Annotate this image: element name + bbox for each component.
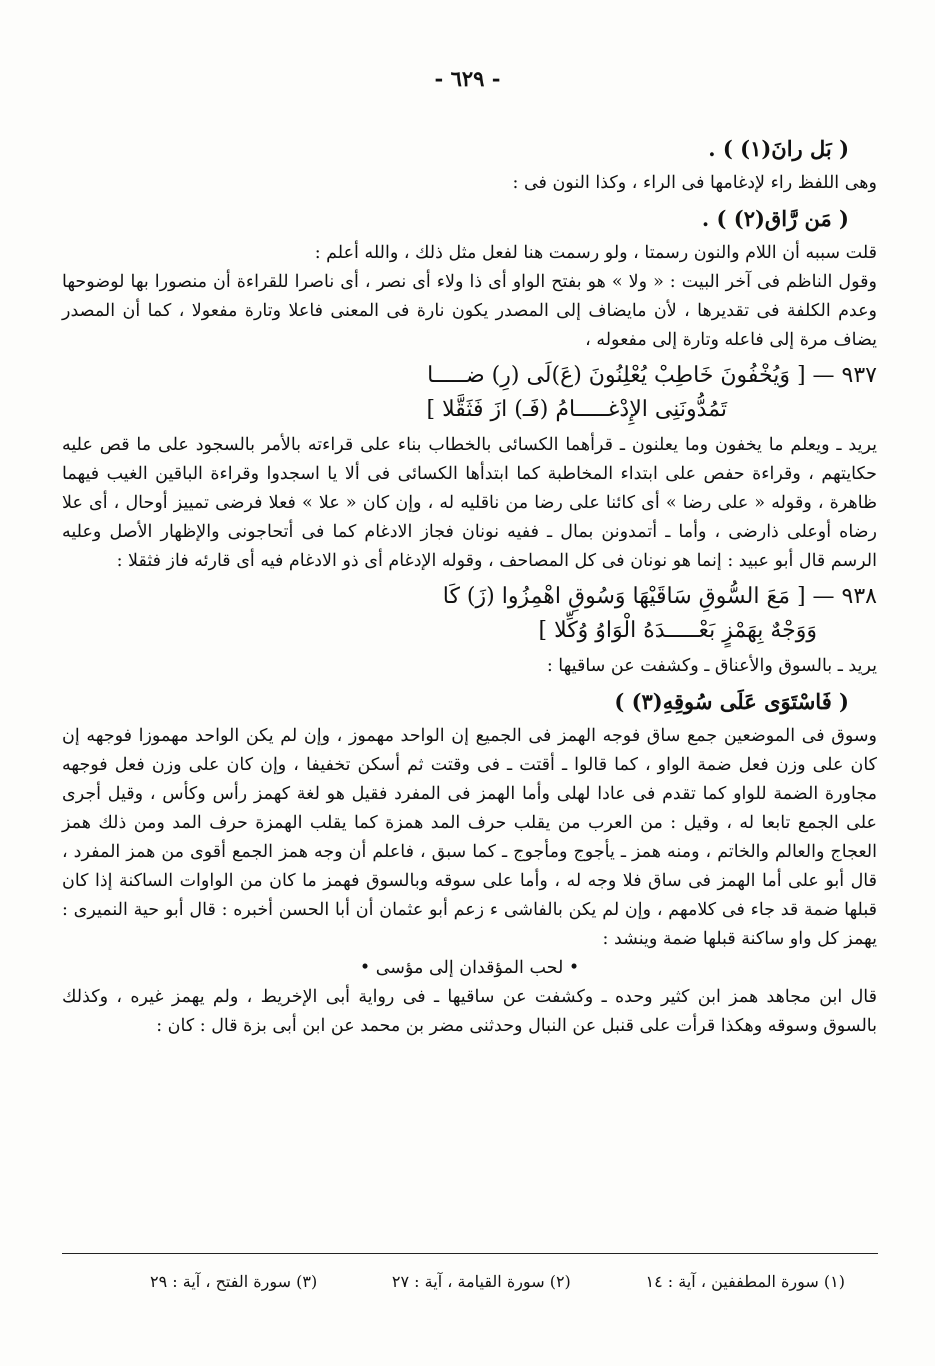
page-number: - ٦٢٩ - [434, 66, 501, 91]
quran-quote-2: ( مَن رَّاق(٢) ) . [701, 206, 849, 231]
paragraph-1: وهى اللفظ راء لإدغامها فى الراء ، وكذا النون فى : [512, 173, 877, 193]
quran-quote-3: ( فَاسْتَوَى عَلَى سُوقِهِ(٣) ) [614, 689, 849, 714]
verse-938-line-2: وَوَجْهٌ بِهَمْزٍ بَعْـــــدَهُ الْوَاوُ وُكِّلا ] [538, 618, 817, 643]
footnote-divider [62, 1253, 878, 1254]
footnotes [150, 1272, 845, 1291]
paragraph-4: يريد ـ ويعلم ما يخفون وما يعلنون ـ قرأهما الكسائى بالخطاب بناء على قراءته بالأمر بالسجود على ما قص عليه حكايتهم ، وقراءة حفص على ابتداء المخاطبة كما ابتدأها الكسائى فى ألا يا اسجدوا وقراءة الباقين الغيب فيهما ظاهرة ، وقوله « على رضا » أى كائنا على رضا من ناقليه له ، وإن كان « علا » فعلا فرضى تمييز أوحال ، أى علا رضاه أوعلى ذارضى ، وأما ـ أتمدونن بمال ـ ففيه نونان فجاز الادغام كما فى أتحاجونى والإظهار الأصل وعليه الرسم قال أبو عبيد : إنما هو نونان فى كل المصاحف ، وقوله الإدغام أى ذو الادغام فيه أى قارئه فاز فثقلا : [62, 435, 877, 571]
paragraph-2: قلت سببه أن اللام والنون رسمتا ، ولو رسمت هنا لفعل مثل ذلك ، والله أعلم : [314, 243, 877, 263]
footnote-1: (١) سورة المطففين ، آية : ١٤ [645, 1272, 845, 1291]
verse-938-line-1: ٩٣٨ — [ مَعَ السُّوقِ سَاقَيْهَا وَسُوقِ اهْمِزُوا (زَ) كَا [442, 584, 877, 609]
quran-quote-1: ( بَل رانَ(١) ) . [708, 136, 849, 161]
footnote-2: (٢) سورة القيامة ، آية : ٢٧ [391, 1272, 571, 1291]
paragraph-5: يريد ـ بالسوق والأعناق ـ وكشفت عن ساقيها : [546, 656, 877, 676]
verse-937-line-1: ٩٣٧ — [ وَيُخْفُونَ خَاطِبْ يُعْلِنُونَ (عَ)لَى (رِ) ضـــــا [427, 363, 877, 388]
poem-line: • لحب المؤقدان إلى مؤسى • [359, 958, 580, 978]
main-text [62, 128, 877, 1041]
footnote-3: (٣) سورة الفتح ، آية : ٢٩ [150, 1272, 318, 1291]
paragraph-3: وقول الناظم فى آخر البيت : « ولا » هو بفتح الواو أى ذا ولاء أى نصر ، أى ناصرا للقراءة أن منصورا بها لوضوحها وعدم الكلفة فى تقديرها ، لأن مايضاف إلى المصدر يكون نارة فى المعنى فاعلا وتارة مفعولا ، كما أن المصدر يضاف مرة إلى فاعله وتارة إلى مفعوله ، [62, 272, 877, 350]
verse-938 [62, 580, 877, 648]
paragraph-6: وسوق فى الموضعين جمع ساق فوجه الهمز فى الجميع إن الواحد مهموز ، وإن لم يكن الواحد مهموزا فوجهه إن كان على وزن فعل ضمة الواو ، كما قالوا ـ أقتت ـ فى وقتت ثم أسكن تخفيفا ، وإن كان على وزن فعل فوجهه مجاورة الضمة للواو كما تقدم فى عادا لهلى وأما الهمز فى المفرد فقيل هو لغة كهمز رأس وكأس ، وقيل أجرى على الجمع تابعا له ، وقيل : من العرب من يقلب حرف المد همزة كما يقلب الهمزة حرف المد ومن ذلك همز العجاج والعالم والخاتم ، ومنه همز ـ يأجوج ومأجوج ـ كما سبق ، فاعلم أن وجه همز الجمع أقوى من همز المفرد ، قال أبو على أما الهمز فى ساق فلا وجه له ، وأما على سوقه وبالسوق فهمز ما كان من الواوات الساكنة إذا كان قبلها ضمة قد جاء فى كلامهم ، وإن لم يكن بالفاشى ء زعم أبو عثمان أن أبا الحسن أخبره : قال أبو حية النميرى : يهمز كل واو ساكنة قبلها ضمة وينشد : [62, 726, 878, 949]
verse-937-line-2: تَمُدُّونَنِى الإِدْغـــــامُ (فَـ) ازَ فَثَقَّلا ] [426, 397, 727, 422]
paragraph-7: قال ابن مجاهد همز ابن كثير وحده ـ وكشفت عن ساقيها ـ فى رواية أبى الإخريط ، ولم يهمز غيره ، وكذلك بالسوق وسوقه وهكذا قرأت على قنبل عن النبال وحدثنى مضر بن محمد عن ابن أبى بزة قال : كان : [62, 987, 877, 1036]
verse-937 [62, 359, 877, 427]
